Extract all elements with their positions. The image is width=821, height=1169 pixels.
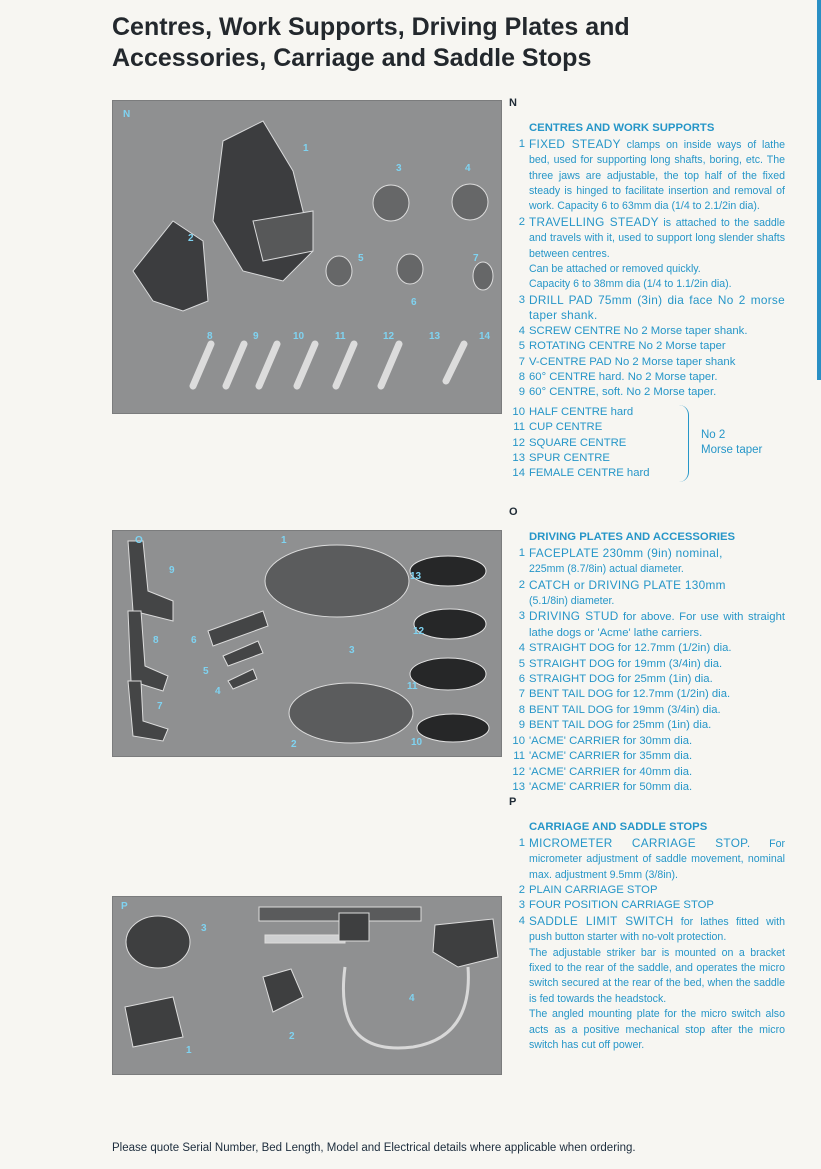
item-number: 8 [518, 703, 525, 716]
photo-driving-plates [112, 530, 502, 757]
photo-n-label-4: 4 [465, 163, 471, 174]
item-number: 7 [518, 355, 525, 368]
photo-o-label-12: 12 [413, 626, 425, 637]
list-item [509, 641, 785, 656]
item-number: 2 [518, 215, 525, 228]
item-title: FIXED STEADY [529, 136, 621, 151]
item-text: 60° CENTRE, soft. No 2 Morse taper. [529, 386, 717, 399]
list-item [509, 914, 785, 946]
item-number: 3 [518, 610, 525, 623]
item-text: BENT TAIL DOG for 19mm (3/4in) dia. [529, 703, 721, 716]
photo-o-label-7: 7 [157, 701, 163, 712]
item-text: PLAIN CARRIAGE STOP [529, 884, 658, 897]
item-number: 4 [518, 914, 525, 927]
list-item [509, 293, 785, 324]
section-p-letter: P [509, 796, 517, 808]
list-item [509, 324, 785, 339]
item-text: 'ACME' CARRIER for 35mm dia. [529, 750, 693, 763]
item-text: STRAIGHT DOG for 19mm (3/4in) dia. [529, 657, 723, 670]
photo-carriage-stops [112, 896, 502, 1075]
list-item [509, 780, 785, 795]
list-item [509, 703, 785, 718]
item-title: DRIVING STUD [529, 609, 619, 624]
item-title: TRAVELLING STEADY [529, 214, 659, 229]
photo-o-label-2: 2 [291, 739, 297, 750]
photo-p-label-3: 3 [201, 923, 207, 934]
photo-n-label-14: 14 [479, 331, 491, 342]
item-text: BENT TAIL DOG for 25mm (1in) dia. [529, 719, 712, 732]
item-note: Can be attached or removed quickly. [529, 263, 701, 276]
list-item [509, 734, 785, 749]
paragraph: The angled mounting plate for the micro switch also acts as a positive mechanical stop after the micro switch has cut off power. [529, 1008, 785, 1052]
item-text: STRAIGHT DOG for 25mm (1in) dia. [529, 673, 713, 686]
photo-n-label-2: 2 [188, 233, 194, 244]
item-number: 5 [518, 340, 525, 353]
item-description: clamps on inside ways of lathe bed, used for supporting long shafts, boring, etc. The three jaws are adjustable, the top half of the fixed steady is hinged to facilitate insertion and removal of work. Capacity 6 to 63mm dia (1/4 to 2.1/2in dia). [529, 138, 785, 213]
photo-o-label-3: 3 [349, 645, 355, 656]
item-text: 60° CENTRE hard. No 2 Morse taper. [529, 370, 718, 383]
photo-n-label-12: 12 [383, 331, 395, 342]
item-description: For micrometer adjustment of saddle movement, nominal max. adjustment 9.5mm (3/8in). [529, 837, 785, 881]
photo-n-letter: N [123, 109, 131, 120]
brace [674, 405, 689, 482]
photo-n-label-11: 11 [335, 331, 346, 342]
section-p [509, 795, 785, 1054]
list-item [509, 420, 674, 435]
photo-n-label-10: 10 [293, 331, 305, 342]
list-item [509, 355, 785, 370]
item-text: V-CENTRE PAD No 2 Morse taper shank [529, 355, 736, 368]
item-text: SCREW CENTRE No 2 Morse taper shank. [529, 324, 748, 337]
list-item [509, 749, 785, 764]
page-title [112, 12, 752, 74]
item-description: for above. For use with straight lathe dogs or 'Acme' lathe carriers. [529, 611, 785, 639]
list-item [509, 436, 674, 451]
item-text: ROTATING CENTRE No 2 Morse taper [529, 340, 726, 353]
photo-o-label-10: 10 [411, 737, 423, 748]
list-item [509, 215, 785, 262]
list-item [509, 836, 785, 883]
item-text: 'ACME' CARRIER for 40mm dia. [529, 765, 693, 778]
group-label [701, 428, 762, 459]
item-number: 13 [512, 451, 525, 464]
list-item [509, 339, 785, 354]
photo-o-label-11: 11 [407, 681, 418, 692]
item-description: (5.1/8in) diameter. [529, 595, 615, 608]
title-line-2: Accessories, Carriage and Saddle Stops [112, 44, 592, 72]
list-item [509, 578, 785, 610]
item-text: DRILL PAD 75mm (3in) dia face No 2 morse taper shank. [529, 292, 785, 323]
section-o-letter: O [509, 506, 518, 518]
photo-p-label-2: 2 [289, 1031, 295, 1042]
item-number: 12 [512, 436, 525, 449]
section-n [509, 96, 785, 482]
list-item [509, 466, 674, 481]
photo-o-label-13: 13 [410, 571, 422, 582]
item-note: Capacity 6 to 38mm dia (1/4 to 1.1/2in dia). [529, 278, 732, 291]
item-title: FACEPLATE 230mm (9in) nominal, [529, 545, 723, 560]
item-number: 7 [518, 688, 525, 701]
item-text: FEMALE CENTRE hard [529, 467, 650, 480]
group-label-line-2: Morse taper [701, 444, 763, 457]
group-label-line-1: No 2 [701, 428, 726, 441]
item-number: 3 [518, 293, 525, 306]
item-number: 1 [518, 137, 525, 150]
item-text: 'ACME' CARRIER for 50mm dia. [529, 780, 693, 793]
item-title: SADDLE LIMIT SWITCH [529, 913, 674, 928]
photo-n-label-9: 9 [253, 331, 259, 342]
item-text: SQUARE CENTRE [529, 436, 627, 449]
photo-o-label-9: 9 [169, 565, 175, 576]
photo-o-label-4: 4 [215, 686, 221, 697]
photo-n-label-13: 13 [429, 331, 441, 342]
item-text: BENT TAIL DOG for 12.7mm (1/2in) dia. [529, 688, 731, 701]
photo-n-label-5: 5 [358, 253, 364, 264]
photo-p-letter: P [121, 901, 128, 912]
centre-group [509, 405, 785, 482]
item-number: 10 [512, 734, 525, 747]
item-number: 4 [518, 642, 525, 655]
item-description: for lathes fitted with push button starter with no-volt protection. [529, 915, 785, 944]
list-item [509, 609, 785, 641]
item-text: STRAIGHT DOG for 12.7mm (1/2in) dia. [529, 642, 732, 655]
item-number: 10 [512, 405, 525, 418]
list-item [509, 451, 674, 466]
page-edge-accent [817, 0, 821, 380]
paragraph: The adjustable striker bar is mounted on a bracket fixed to the rear of the saddle, and operates the micro switch secured at the rear of the bed, when the saddle is fed towards the headstock. [529, 946, 785, 1005]
photo-p-illustration [113, 897, 501, 1074]
item-number: 13 [512, 780, 525, 793]
item-number: 1 [518, 546, 525, 559]
photo-p-label-1: 1 [186, 1045, 192, 1056]
item-text: CUP CENTRE [529, 421, 603, 434]
list-item [509, 687, 785, 702]
list-item [509, 370, 785, 385]
photo-n-label-8: 8 [207, 331, 213, 342]
item-number: 6 [518, 673, 525, 686]
photo-p-label-4: 4 [409, 993, 415, 1004]
section-o [509, 505, 785, 795]
list-item [509, 672, 785, 687]
item-title: CATCH or DRIVING PLATE 130mm [529, 577, 726, 592]
photo-o-label-1: 1 [281, 535, 287, 546]
list-item [509, 883, 785, 898]
list-item [509, 546, 785, 578]
photo-o-label-5: 5 [203, 666, 209, 677]
item-number: 11 [513, 421, 525, 434]
item-number: 11 [513, 750, 525, 763]
photo-o-letter: O [135, 535, 143, 546]
photo-n-label-3: 3 [396, 163, 402, 174]
item-number: 14 [512, 467, 525, 480]
item-number: 3 [518, 899, 525, 912]
section-n-letter: N [509, 97, 517, 109]
item-text: SPUR CENTRE [529, 451, 610, 464]
section-o-heading: DRIVING PLATES AND ACCESSORIES [529, 531, 736, 544]
title-line-1: Centres, Work Supports, Driving Plates and [112, 13, 630, 41]
item-number: 1 [518, 836, 525, 849]
item-number: 2 [518, 578, 525, 591]
item-number: 2 [518, 884, 525, 897]
list-item [509, 405, 674, 420]
item-description: 225mm (8.7/8in) actual diameter. [529, 563, 684, 576]
item-number: 9 [518, 386, 525, 399]
photo-centres-work-supports [112, 100, 502, 414]
list-item [509, 765, 785, 780]
section-n-heading: CENTRES AND WORK SUPPORTS [529, 122, 715, 135]
photo-n-label-1: 1 [303, 143, 309, 154]
item-number: 5 [518, 657, 525, 670]
list-item [509, 898, 785, 913]
item-number: 4 [518, 324, 525, 337]
list-item [509, 137, 785, 215]
photo-n-label-6: 6 [411, 297, 417, 308]
item-description: is attached to the saddle and travels with it, used to support long slender shafts between centres. [529, 216, 785, 260]
item-number: 9 [518, 719, 525, 732]
item-text: HALF CENTRE hard [529, 405, 634, 418]
item-number: 12 [512, 765, 525, 778]
photo-n-label-7: 7 [473, 253, 479, 264]
section-p-heading: CARRIAGE AND SADDLE STOPS [529, 821, 708, 834]
photo-o-label-8: 8 [153, 635, 159, 646]
footer-note: Please quote Serial Number, Bed Length, Model and Electrical details where applicable when ordering. [112, 1142, 636, 1154]
list-item [509, 718, 785, 733]
photo-o-label-6: 6 [191, 635, 197, 646]
item-title: MICROMETER CARRIAGE STOP. [529, 835, 751, 850]
item-text: FOUR POSITION CARRIAGE STOP [529, 899, 714, 912]
list-item [509, 385, 785, 400]
item-text: 'ACME' CARRIER for 30mm dia. [529, 734, 693, 747]
list-item [509, 657, 785, 672]
item-number: 8 [518, 370, 525, 383]
